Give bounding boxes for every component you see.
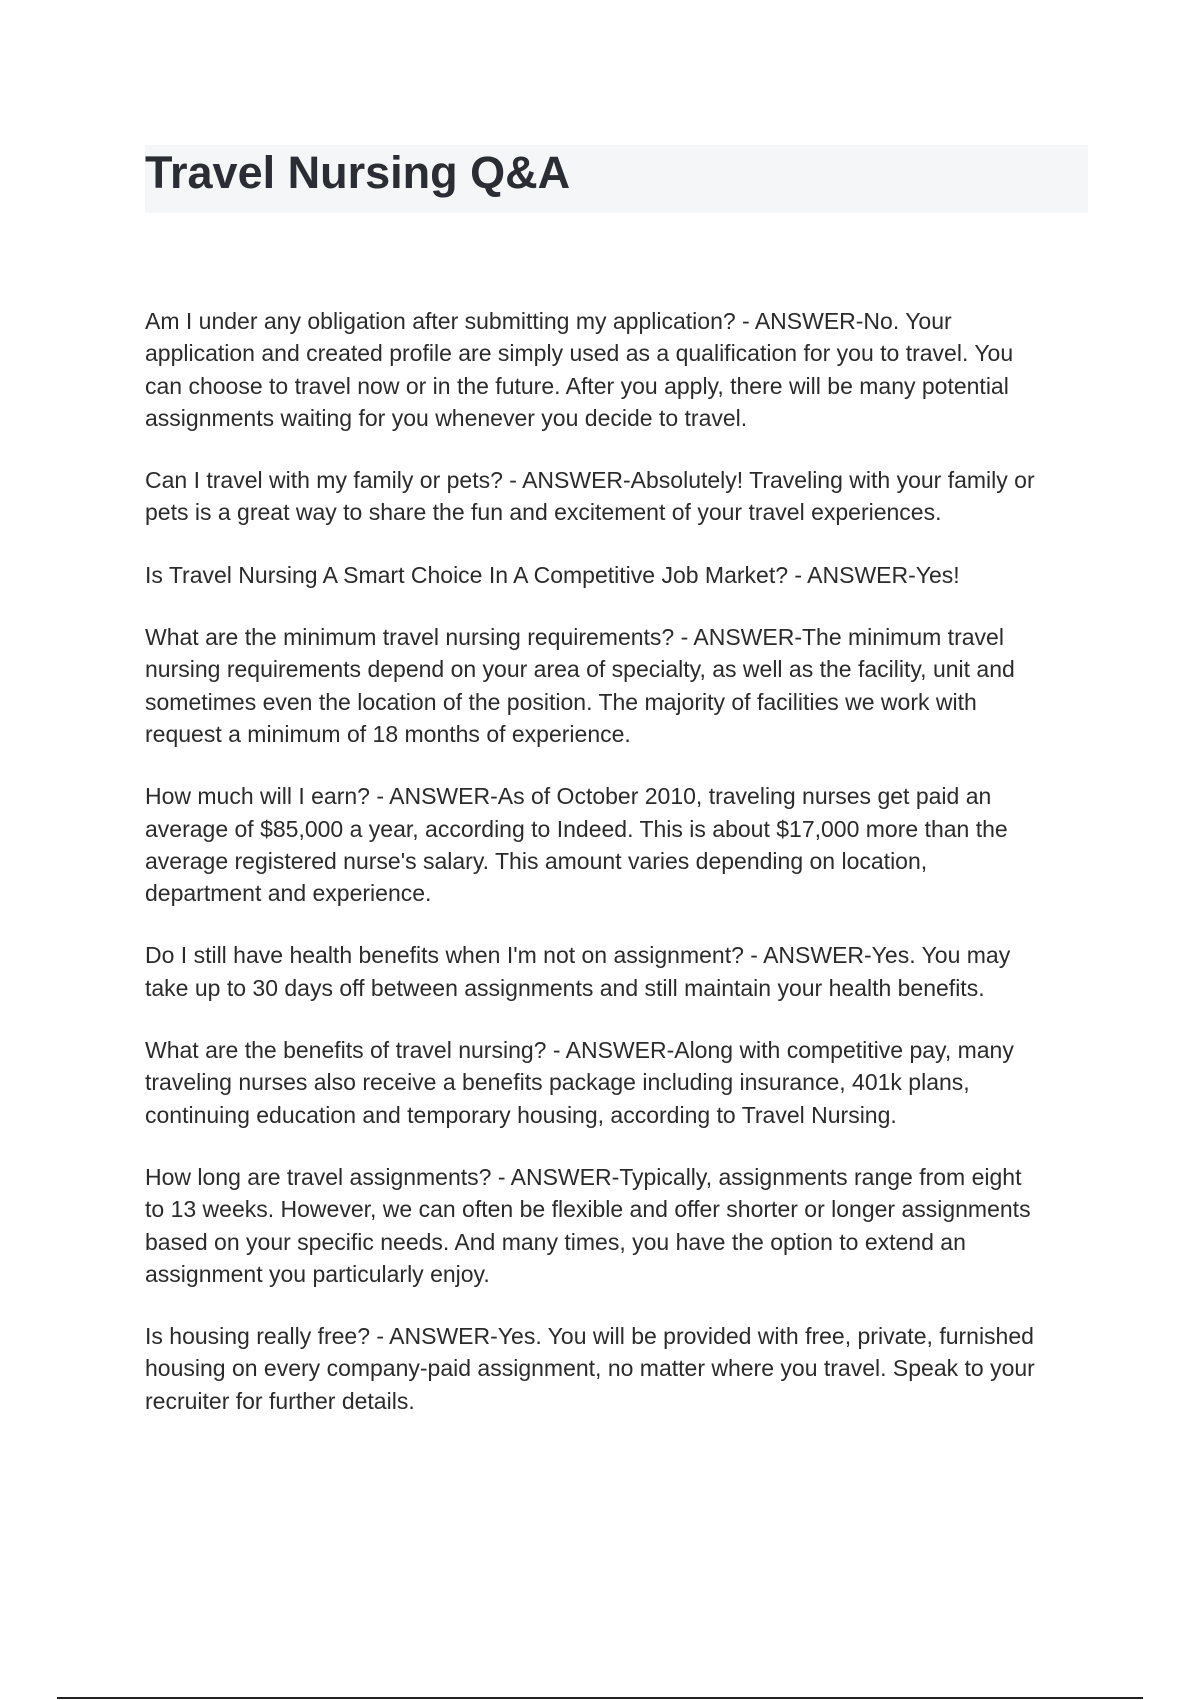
qa-item-earnings: How much will I earn? - ANSWER-As of October 2010, traveling nurses get paid an average of $85,000 a year, according to Indeed. This is about $17,000 more than the average registered nurse's salary. This amount varies depending on location, department and experience. [145, 783, 1008, 907]
document-title: Travel Nursing Q&A [145, 147, 571, 198]
qa-item-job-market: Is Travel Nursing A Smart Choice In A Competitive Job Market? - ANSWER-Yes! [145, 561, 960, 588]
qa-list [145, 305, 1090, 1447]
footer-divider [57, 1697, 1143, 1699]
qa-item-housing: Is housing really free? - ANSWER-Yes. You will be provided with free, private, furnished housing on every company-paid assignment, no matter where you travel. Speak to your recruiter for further details. [145, 1323, 1035, 1414]
qa-item-assignment-length: How long are travel assignments? - ANSWER-Typically, assignments range from eight to 13 weeks. However, we can often be flexible and offer shorter or longer assignments based on your specific needs. And many times, you have the option to extend an assignment you particularly enjoy. [145, 1163, 1031, 1287]
qa-item-health-benefits: Do I still have health benefits when I'm not on assignment? - ANSWER-Yes. You may take up to 30 days off between assignments and still maintain your health benefits. [145, 942, 1011, 1001]
qa-item-family-pets: Can I travel with my family or pets? - ANSWER-Absolutely! Traveling with your family or pets is a great way to share the fun and excitement of your travel experiences. [145, 467, 1035, 526]
qa-item-obligation: Am I under any obligation after submitting my application? - ANSWER-No. Your application and created profile are simply used as a qualification for you to travel. You can choose to travel now or in the future. After you apply, there will be many potential assignments waiting for you whenever you decide to travel. [145, 308, 1014, 431]
qa-item-requirements: What are the minimum travel nursing requirements? - ANSWER-The minimum travel nursing requirements depend on your area of specialty, as well as the facility, unit and sometimes even the location of the position. The majority of facilities we work with request a minimum of 18 months of experience. [145, 624, 1015, 747]
qa-item-benefits: What are the benefits of travel nursing? - ANSWER-Along with competitive pay, many traveling nurses also receive a benefits package including insurance, 401k plans, continuing education and temporary housing, according to Travel Nursing. [145, 1037, 1014, 1128]
